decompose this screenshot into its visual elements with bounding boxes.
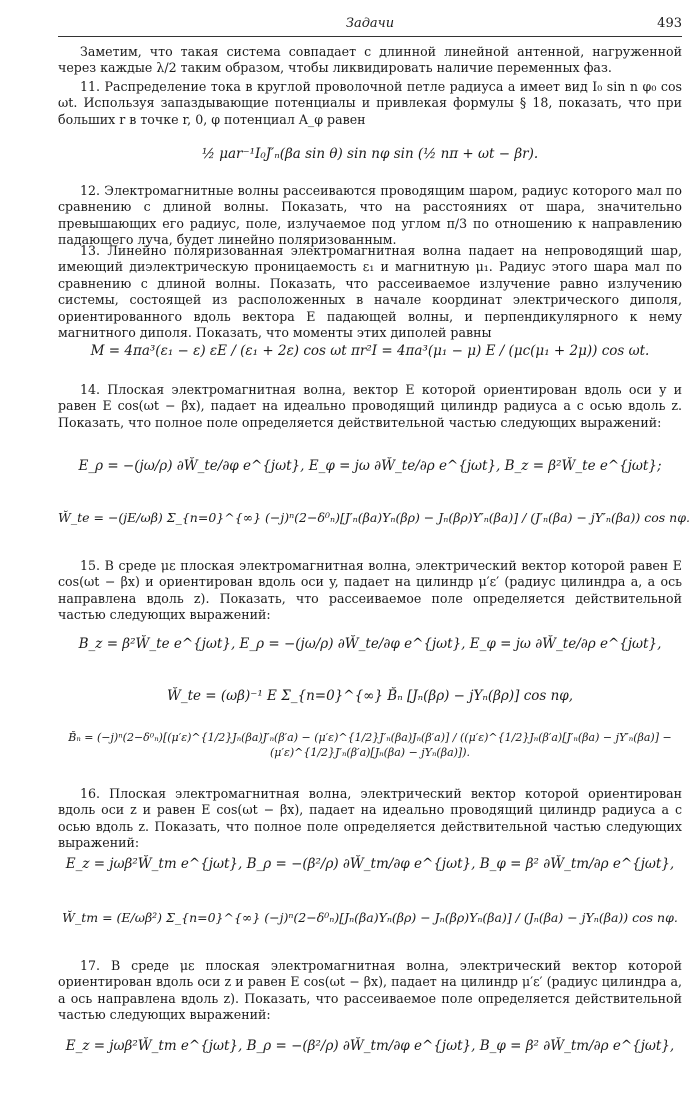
problem-15: 15. В среде με плоская электромагнитная волна, электрический вектор которой равен E cos(ωt − βx) и ориентирован вдоль оси y, падает на цилиндр μ′ε′ (радиус цилиндра a, а ось направлена вдоль z). Показать, что рассеиваемое поле определяется действительной частью следующих выражений: xyxy=(58,558,682,623)
equation-15a: B_z = β²W̆_te e^{jωt}, E_ρ = −(jω/ρ) ∂W̆_te/∂φ e^{jωt}, E_φ = jω ∂W̆_te/∂ρ e^{jωt}, xyxy=(78,636,662,652)
equation-13: M = 4πa³(ε₁ − ε) εE / (ε₁ + 2ε) cos ωt πr²I = 4πa³(μ₁ − μ) E / (μc(μ₁ + 2μ)) cos ωt. xyxy=(90,343,650,359)
problem-12: 12. Электромагнитные волны рассеиваются проводящим шаром, радиус которого мал по сравнению с длиной волны. Показать, что на расстояниях от шара, значительно превышающих его радиус, поле, излучаемое под углом π/3 по отношению к направлению падающего луча, будет линейно поляризованным. xyxy=(58,183,682,248)
problem-11: 11. Распределение тока в круглой проволочной петле радиуса a имеет вид I₀ sin n φ₀ cos ωt. Используя запаздывающие потенциалы и привлекая формулы § 18, показать, что при больших r в точке r, 0, φ потенциал A_φ равен xyxy=(58,79,682,127)
problem-13: 13. Линейно поляризованная электромагнитная волна падает на непроводящий шар, имеющий диэлектрическую проницаемость ε₁ и магнитную μ₁. Радиус этого шара мал по сравнению с длиной волны. Показать, что рассеиваемое излучение равно излучению системы, состоящей из расположенных в начале координат электрического диполя, ориентированного вдоль вектора E падающей волны, и перпендикулярного к нему магнитного диполя. Показать, что моменты этих диполей равны xyxy=(58,243,682,341)
equation-16a: E_z = jωβ²W̆_tm e^{jωt}, B_ρ = −(β²/ρ) ∂W̆_tm/∂φ e^{jωt}, B_φ = β² ∂W̆_tm/∂ρ e^{jωt}, xyxy=(65,856,675,872)
equation-14a: E_ρ = −(jω/ρ) ∂W̆_te/∂φ e^{jωt}, E_φ = jω ∂W̆_te/∂ρ e^{jωt}, B_z = β²W̆_te e^{jωt}; xyxy=(78,458,662,474)
equation-17: E_z = jωβ²W̆_tm e^{jωt}, B_ρ = −(β²/ρ) ∂W̆_tm/∂φ e^{jωt}, B_φ = β² ∂W̆_tm/∂ρ e^{jωt}, xyxy=(65,1038,675,1054)
paragraph-10-continuation: Заметим, что такая система совпадает с длинной линейной антенной, нагруженной через каждые λ/2 таким образом, чтобы ликвидировать наличие переменных фаз. xyxy=(58,44,682,76)
problem-17: 17. В среде με плоская электромагнитная волна, электрический вектор которой ориентирован вдоль оси z и равен E cos(ωt − βx), падает на цилиндр μ′ε′ (радиус цилиндра a, а ось направлена вдоль z). Показать, что рассеиваемое поле определяется действительной частью следующих выражений: xyxy=(58,958,682,1023)
problem-16: 16. Плоская электромагнитная волна, электрический вектор которой ориентирован вдоль оси z и равен E cos(ωt − βx), падает на идеально проводящий цилиндр радиуса a с осью вдоль z. Показать, что полное поле определяется действительной частью следующих выражений: xyxy=(58,786,682,851)
equation-14b: W̆_te = −(jE/ωβ) Σ_{n=0}^{∞} (−j)ⁿ(2−δ⁰ₙ)[J′ₙ(βa)Yₙ(βρ) − Jₙ(βρ)Y′ₙ(βa)] / (J′ₙ(βa) − jY′ₙ(βa)) cos nφ. xyxy=(58,510,690,525)
page-header xyxy=(58,14,682,37)
equation-15c: B̆ₙ = (−j)ⁿ(2−δ⁰ₙ)[(μ′ε)^{1/2}Jₙ(βa)J′ₙ(β′a) − (μ′ε)^{1/2}J′ₙ(βa)Jₙ(β′a)] / ((μ′ε)^{1/2}Jₙ(β′a)[J′ₙ(βa) − jY′ₙ(βa)] − (μ′ε)^{1/2}J′ₙ(β′a)[Jₙ(βa) − jYₙ(βa)]). xyxy=(68,731,672,759)
equation-11: ½ μar⁻¹I₀J′ₙ(βa sin θ) sin nφ sin (½ nπ + ωt − βr). xyxy=(201,146,539,162)
equation-16b: W̆_tm = (E/ωβ²) Σ_{n=0}^{∞} (−j)ⁿ(2−δ⁰ₙ)[Jₙ(βa)Yₙ(βρ) − Jₙ(βρ)Yₙ(βa)] / (Jₙ(βa) − jYₙ(βa)) cos nφ. xyxy=(62,910,678,925)
page-number: 493 xyxy=(657,16,682,31)
problem-14: 14. Плоская электромагнитная волна, вектор E которой ориентирован вдоль оси y и равен E cos(ωt − βx), падает на идеально проводящий цилиндр радиуса a с осью вдоль z. Показать, что полное поле определяется действительной частью следующих выражений: xyxy=(58,382,682,430)
equation-15b: W̆_te = (ωβ)⁻¹ E Σ_{n=0}^{∞} B̆ₙ [Jₙ(βρ) − jYₙ(βρ)] cos nφ, xyxy=(166,688,574,704)
running-title: Задачи xyxy=(345,16,395,31)
